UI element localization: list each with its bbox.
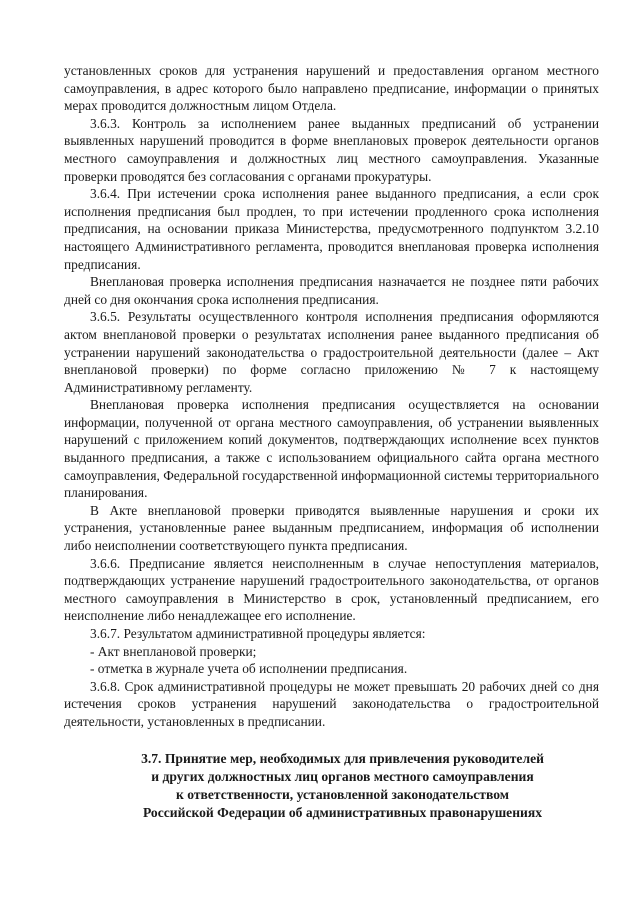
paragraph-act-contents: В Акте внеплановой проверки приводятся выявленные нарушения и сроки их устранения, установленные ранее выданным предписанием, информация об исполнении либо неисполнении соответствующего пункта предписания. — [64, 502, 599, 554]
section-heading-3-7 — [64, 750, 599, 822]
paragraph-3-6-7: 3.6.7. Результатом административной процедуры является: — [90, 626, 426, 641]
paragraph-inspection-deadline: Внеплановая проверка исполнения предписания назначается не позднее пяти рабочих дней со дня окончания срока исполнения предписания. — [64, 274, 599, 307]
paragraph-3-6-5: 3.6.5. Результаты осуществленного контроля исполнения предписания оформляются актом внеплановой проверки о результатах исполнения ранее выданного предписания об устранении нарушений законодательства о градостроительной деятельности (далее – Акт внеплановой проверки) по форме согласно приложению № 7 к настоящему Административному регламенту. — [64, 309, 599, 395]
paragraph-3-6-4: 3.6.4. При истечении срока исполнения ранее выданного предписания, а если срок исполнения предписания был продлен, то при истечении продленного срока исполнения предписания, на основании приказа Министерства, предусмотренного подпунктом 3.2.10 настоящего Административного регламента, проводится внеплановая проверка исполнения предписания. — [64, 186, 599, 272]
paragraph-continuation: установленных сроков для устранения нарушений и предоставления органом местного самоуправления, в адрес которого было направлено предписание, информации о принятых мерах проводится должностным лицом Отдела. — [64, 63, 599, 114]
heading-line: и других должностных лиц органов местного самоуправления — [151, 768, 534, 784]
heading-line: к ответственности, установленной законодательством — [175, 786, 510, 802]
document-page — [64, 62, 599, 822]
heading-line: 3.7. Принятие мер, необходимых для привлечения руководителей — [141, 750, 544, 766]
list-item-act: - Акт внеплановой проверки; — [90, 643, 257, 659]
list-item-journal: - отметка в журнале учета об исполнении предписания. — [90, 661, 408, 677]
paragraph-3-6-3: 3.6.3. Контроль за исполнением ранее выданных предписаний об устранении выявленных нарушений проводится в форме внеплановых проверок деятельности органов местного самоуправления и должностных лиц местного самоуправления. Указанные проверки проводятся без согласования с органами прокуратуры. — [64, 115, 599, 184]
heading-line: Российской Федерации об административных правонарушениях — [142, 804, 543, 820]
paragraph-3-6-6: 3.6.6. Предписание является неисполненным в случае непоступления материалов, подтверждающих устранение нарушений градостроительного законодательства, от органов местного самоуправления в Министерство в срок, установленный предписанием, его неисполнение либо ненадлежащее его исполнение. — [64, 555, 599, 624]
paragraph-3-6-8: 3.6.8. Срок административной процедуры не может превышать 20 рабочих дней со дня истечения сроков устранения нарушений законодательства о градостроительной деятельности, установленных в предписании. — [64, 678, 599, 729]
paragraph-inspection-basis: Внеплановая проверка исполнения предписания осуществляется на основании информации, полученной от органа местного самоуправления, об устранении выявленных нарушений с приложением копий документов, подтверждающих исполнение всех пунктов выданного предписания, а также с использованием официального сайта органа местного самоуправления, Федеральной государственной информационной системы территориального планирования. — [64, 397, 599, 501]
